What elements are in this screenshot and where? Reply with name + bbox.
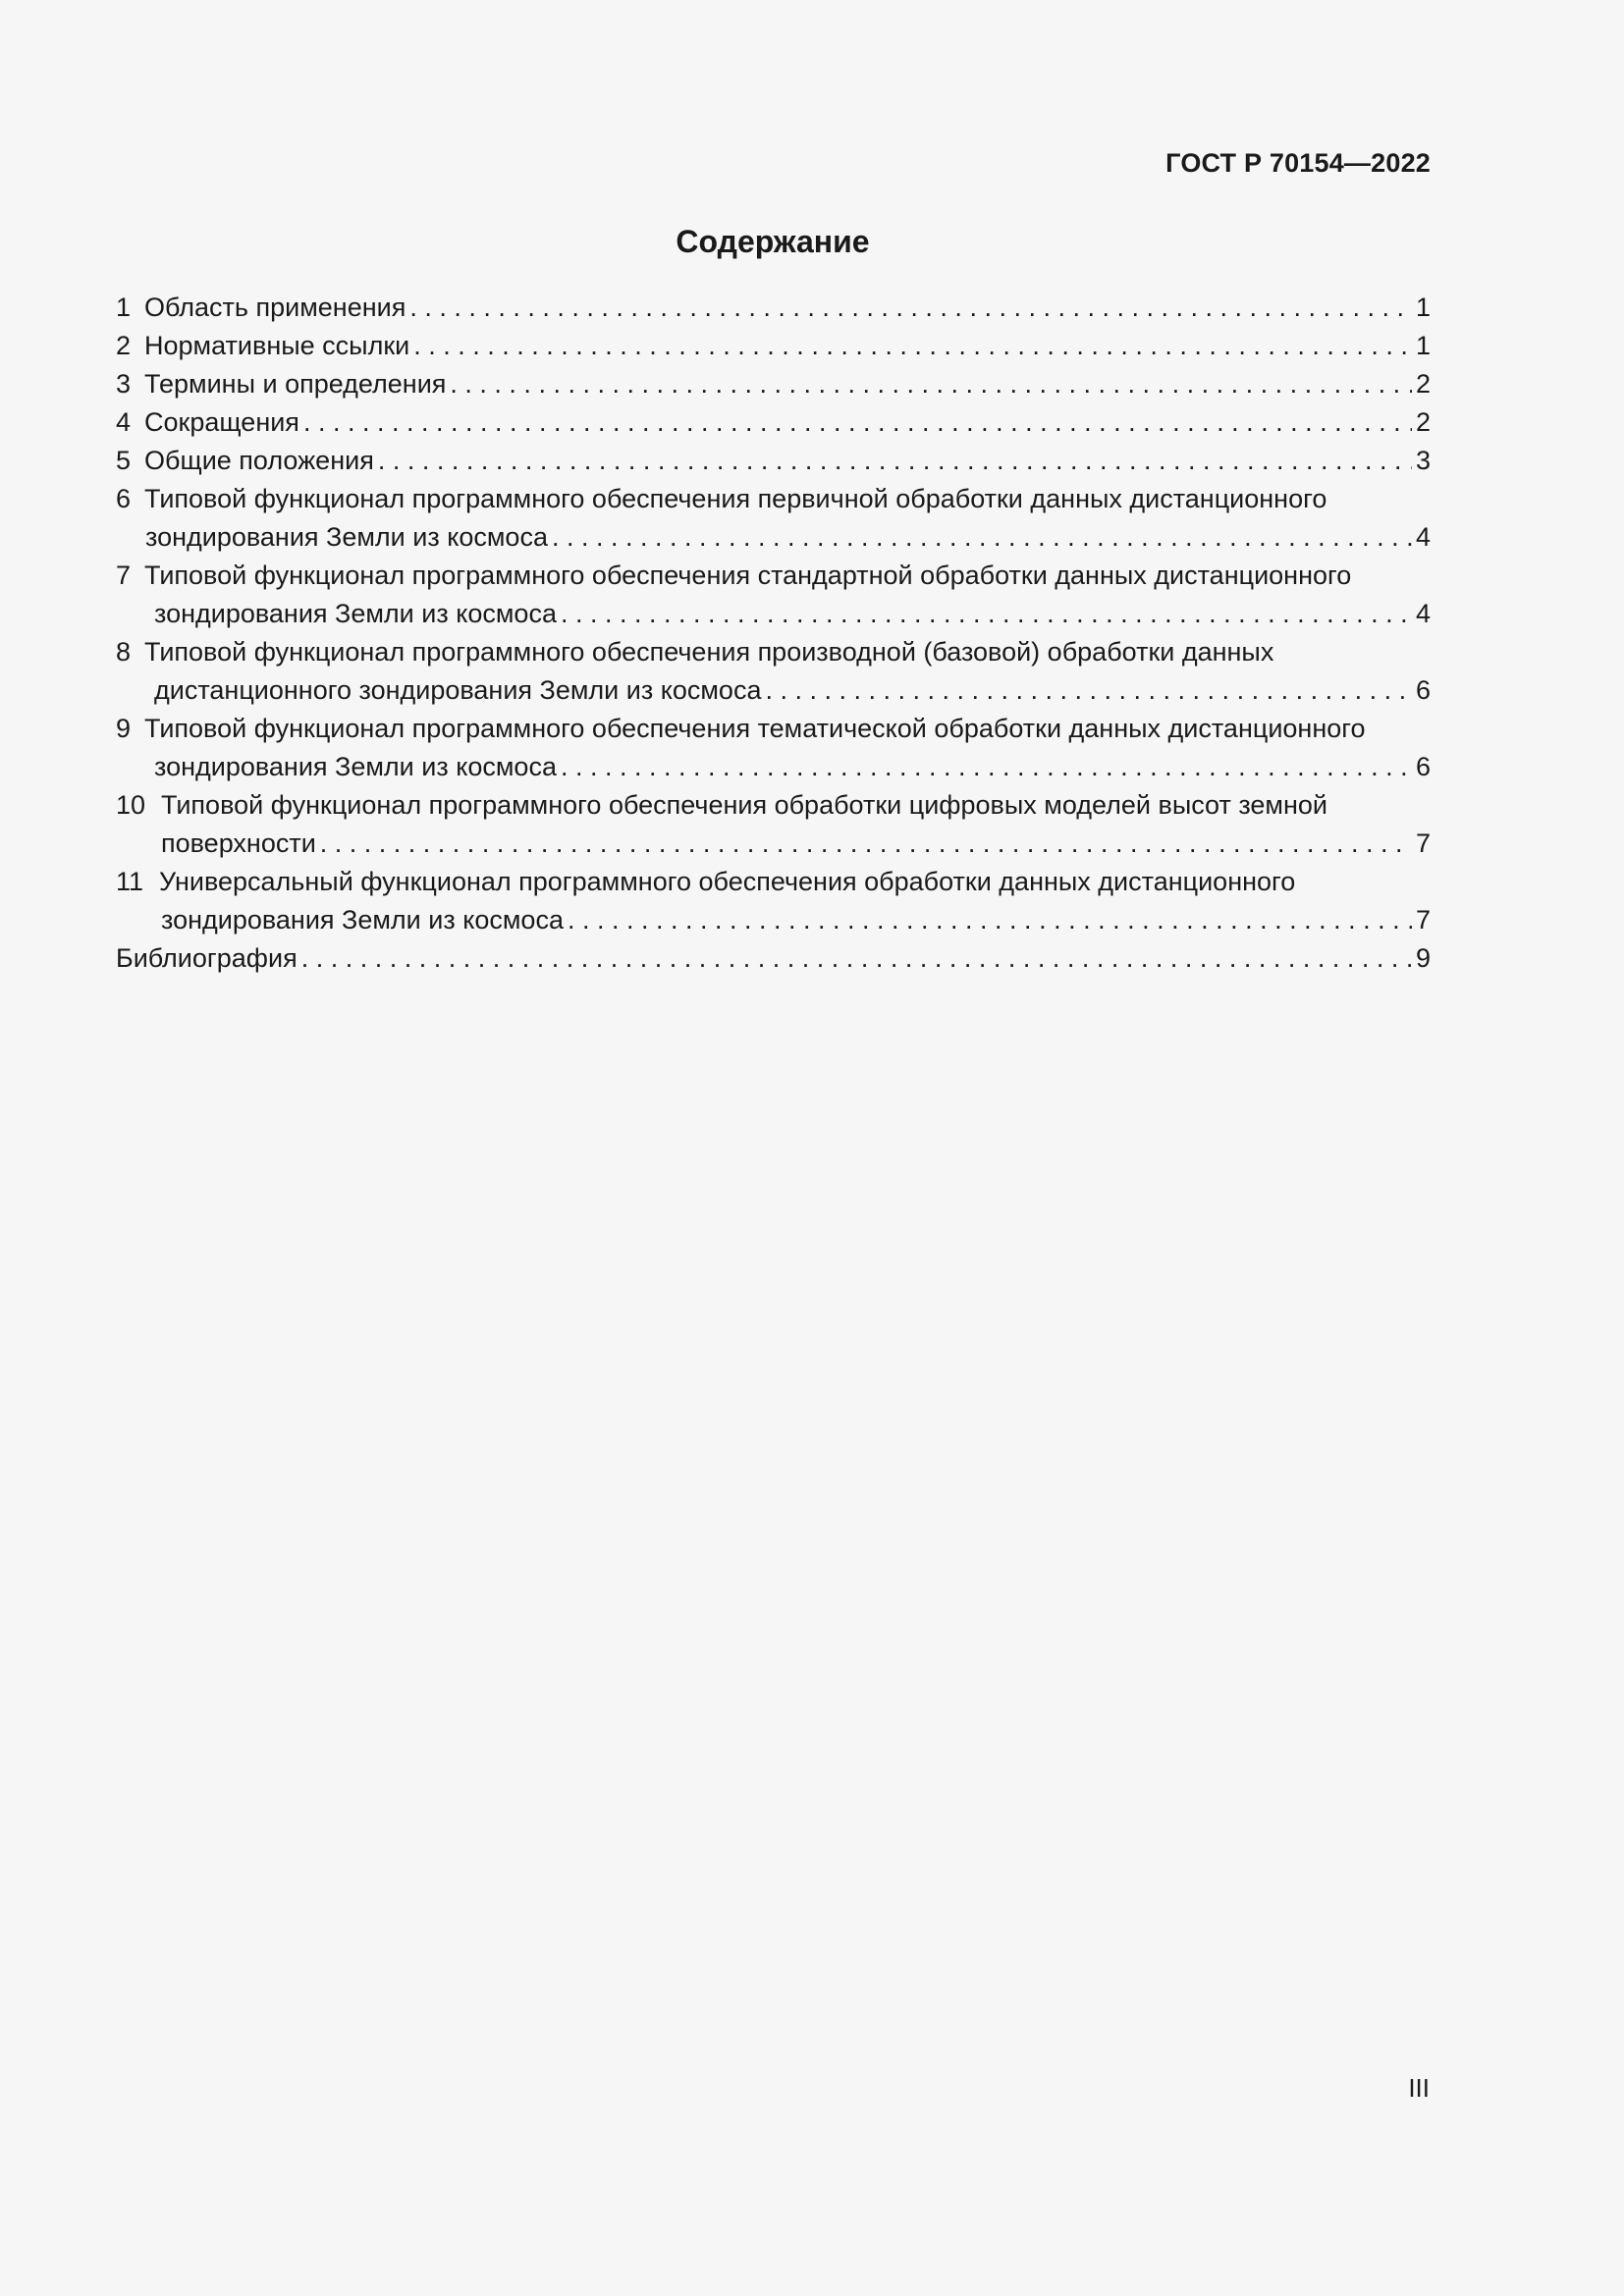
toc-entry-page: 1 <box>1415 331 1431 360</box>
page-number: III <box>1408 2073 1430 2103</box>
dot-leader <box>765 671 1412 710</box>
toc-entry-6[interactable] <box>116 480 1431 557</box>
toc-entry-11[interactable] <box>116 863 1431 939</box>
toc-entry-title: Типовой функционал программного обеспечения обработки цифровых моделей высот земной <box>161 790 1328 820</box>
table-of-contents <box>116 289 1431 978</box>
dot-leader <box>301 939 1412 978</box>
toc-entry-title: Типовой функционал программного обеспечения тематической обработки данных дистанционного <box>144 714 1366 743</box>
toc-entry-1[interactable] <box>116 289 1431 327</box>
toc-entry-title: Типовой функционал программного обеспечения производной (базовой) обработки данных <box>144 637 1274 667</box>
toc-entry-number: 1 <box>116 293 132 322</box>
toc-entry-page: 6 <box>1415 752 1431 781</box>
toc-entry-number: 3 <box>116 369 132 399</box>
toc-entry-title-continued: зондирования Земли из космоса <box>154 599 557 628</box>
toc-entry-title: Общие положения <box>144 446 374 475</box>
toc-entry-number: 9 <box>116 714 132 743</box>
toc-entry-2[interactable] <box>116 327 1431 365</box>
toc-entry-title: Универсальный функционал программного обеспечения обработки данных дистанционного <box>159 867 1296 896</box>
toc-entry-4[interactable] <box>116 403 1431 442</box>
toc-entry-number: 5 <box>116 446 132 475</box>
toc-entry-page: 4 <box>1415 522 1431 552</box>
dot-leader <box>450 365 1412 403</box>
dot-leader <box>320 825 1412 863</box>
toc-entry-3[interactable] <box>116 365 1431 403</box>
toc-entry-bibliography[interactable] <box>116 939 1431 978</box>
toc-entry-10[interactable] <box>116 786 1431 863</box>
toc-entry-5[interactable] <box>116 442 1431 480</box>
toc-entry-page: 4 <box>1415 599 1431 628</box>
toc-entry-title: Типовой функционал программного обеспечения первичной обработки данных дистанционного <box>144 484 1327 513</box>
toc-entry-title-continued: зондирования Земли из космоса <box>154 752 557 781</box>
toc-entry-title: Область применения <box>144 293 406 322</box>
toc-entry-title: Типовой функционал программного обеспечения стандартной обработки данных дистанционного <box>144 561 1352 590</box>
toc-entry-page: 9 <box>1415 943 1431 973</box>
toc-entry-title-continued: дистанционного зондирования Земли из космоса <box>154 675 762 705</box>
toc-entry-page: 2 <box>1415 369 1431 399</box>
dot-leader <box>303 403 1412 442</box>
toc-entry-page: 7 <box>1415 905 1431 934</box>
toc-entry-page: 2 <box>1415 407 1431 437</box>
toc-entry-page: 7 <box>1415 828 1431 858</box>
toc-entry-title: Нормативные ссылки <box>144 331 410 360</box>
dot-leader <box>552 518 1412 557</box>
toc-entry-title: Библиография <box>116 943 298 973</box>
toc-entry-title: Термины и определения <box>144 369 447 399</box>
toc-entry-8[interactable] <box>116 633 1431 710</box>
toc-entry-title-continued: зондирования Земли из космоса <box>145 522 548 552</box>
toc-entry-7[interactable] <box>116 557 1431 633</box>
toc-title: Содержание <box>676 224 870 259</box>
document-code: ГОСТ Р 70154—2022 <box>1165 148 1431 178</box>
dot-leader <box>413 327 1412 365</box>
dot-leader <box>378 442 1412 480</box>
toc-entry-title: Сокращения <box>144 407 299 437</box>
toc-entry-number: 11 <box>116 867 144 896</box>
dot-leader <box>561 595 1412 633</box>
toc-entry-number: 7 <box>116 561 132 590</box>
toc-entry-number: 10 <box>116 790 146 820</box>
toc-entry-number: 6 <box>116 484 132 513</box>
toc-entry-number: 2 <box>116 331 132 360</box>
dot-leader <box>409 289 1412 327</box>
toc-entry-page: 3 <box>1415 446 1431 475</box>
toc-entry-9[interactable] <box>116 710 1431 786</box>
dot-leader <box>568 901 1412 939</box>
toc-entry-title-continued: поверхности <box>161 828 316 858</box>
toc-entry-title-continued: зондирования Земли из космоса <box>161 905 564 934</box>
toc-entry-number: 8 <box>116 637 132 667</box>
dot-leader <box>561 748 1412 786</box>
toc-entry-page: 6 <box>1415 675 1431 705</box>
toc-entry-number: 4 <box>116 407 132 437</box>
toc-entry-page: 1 <box>1415 293 1431 322</box>
